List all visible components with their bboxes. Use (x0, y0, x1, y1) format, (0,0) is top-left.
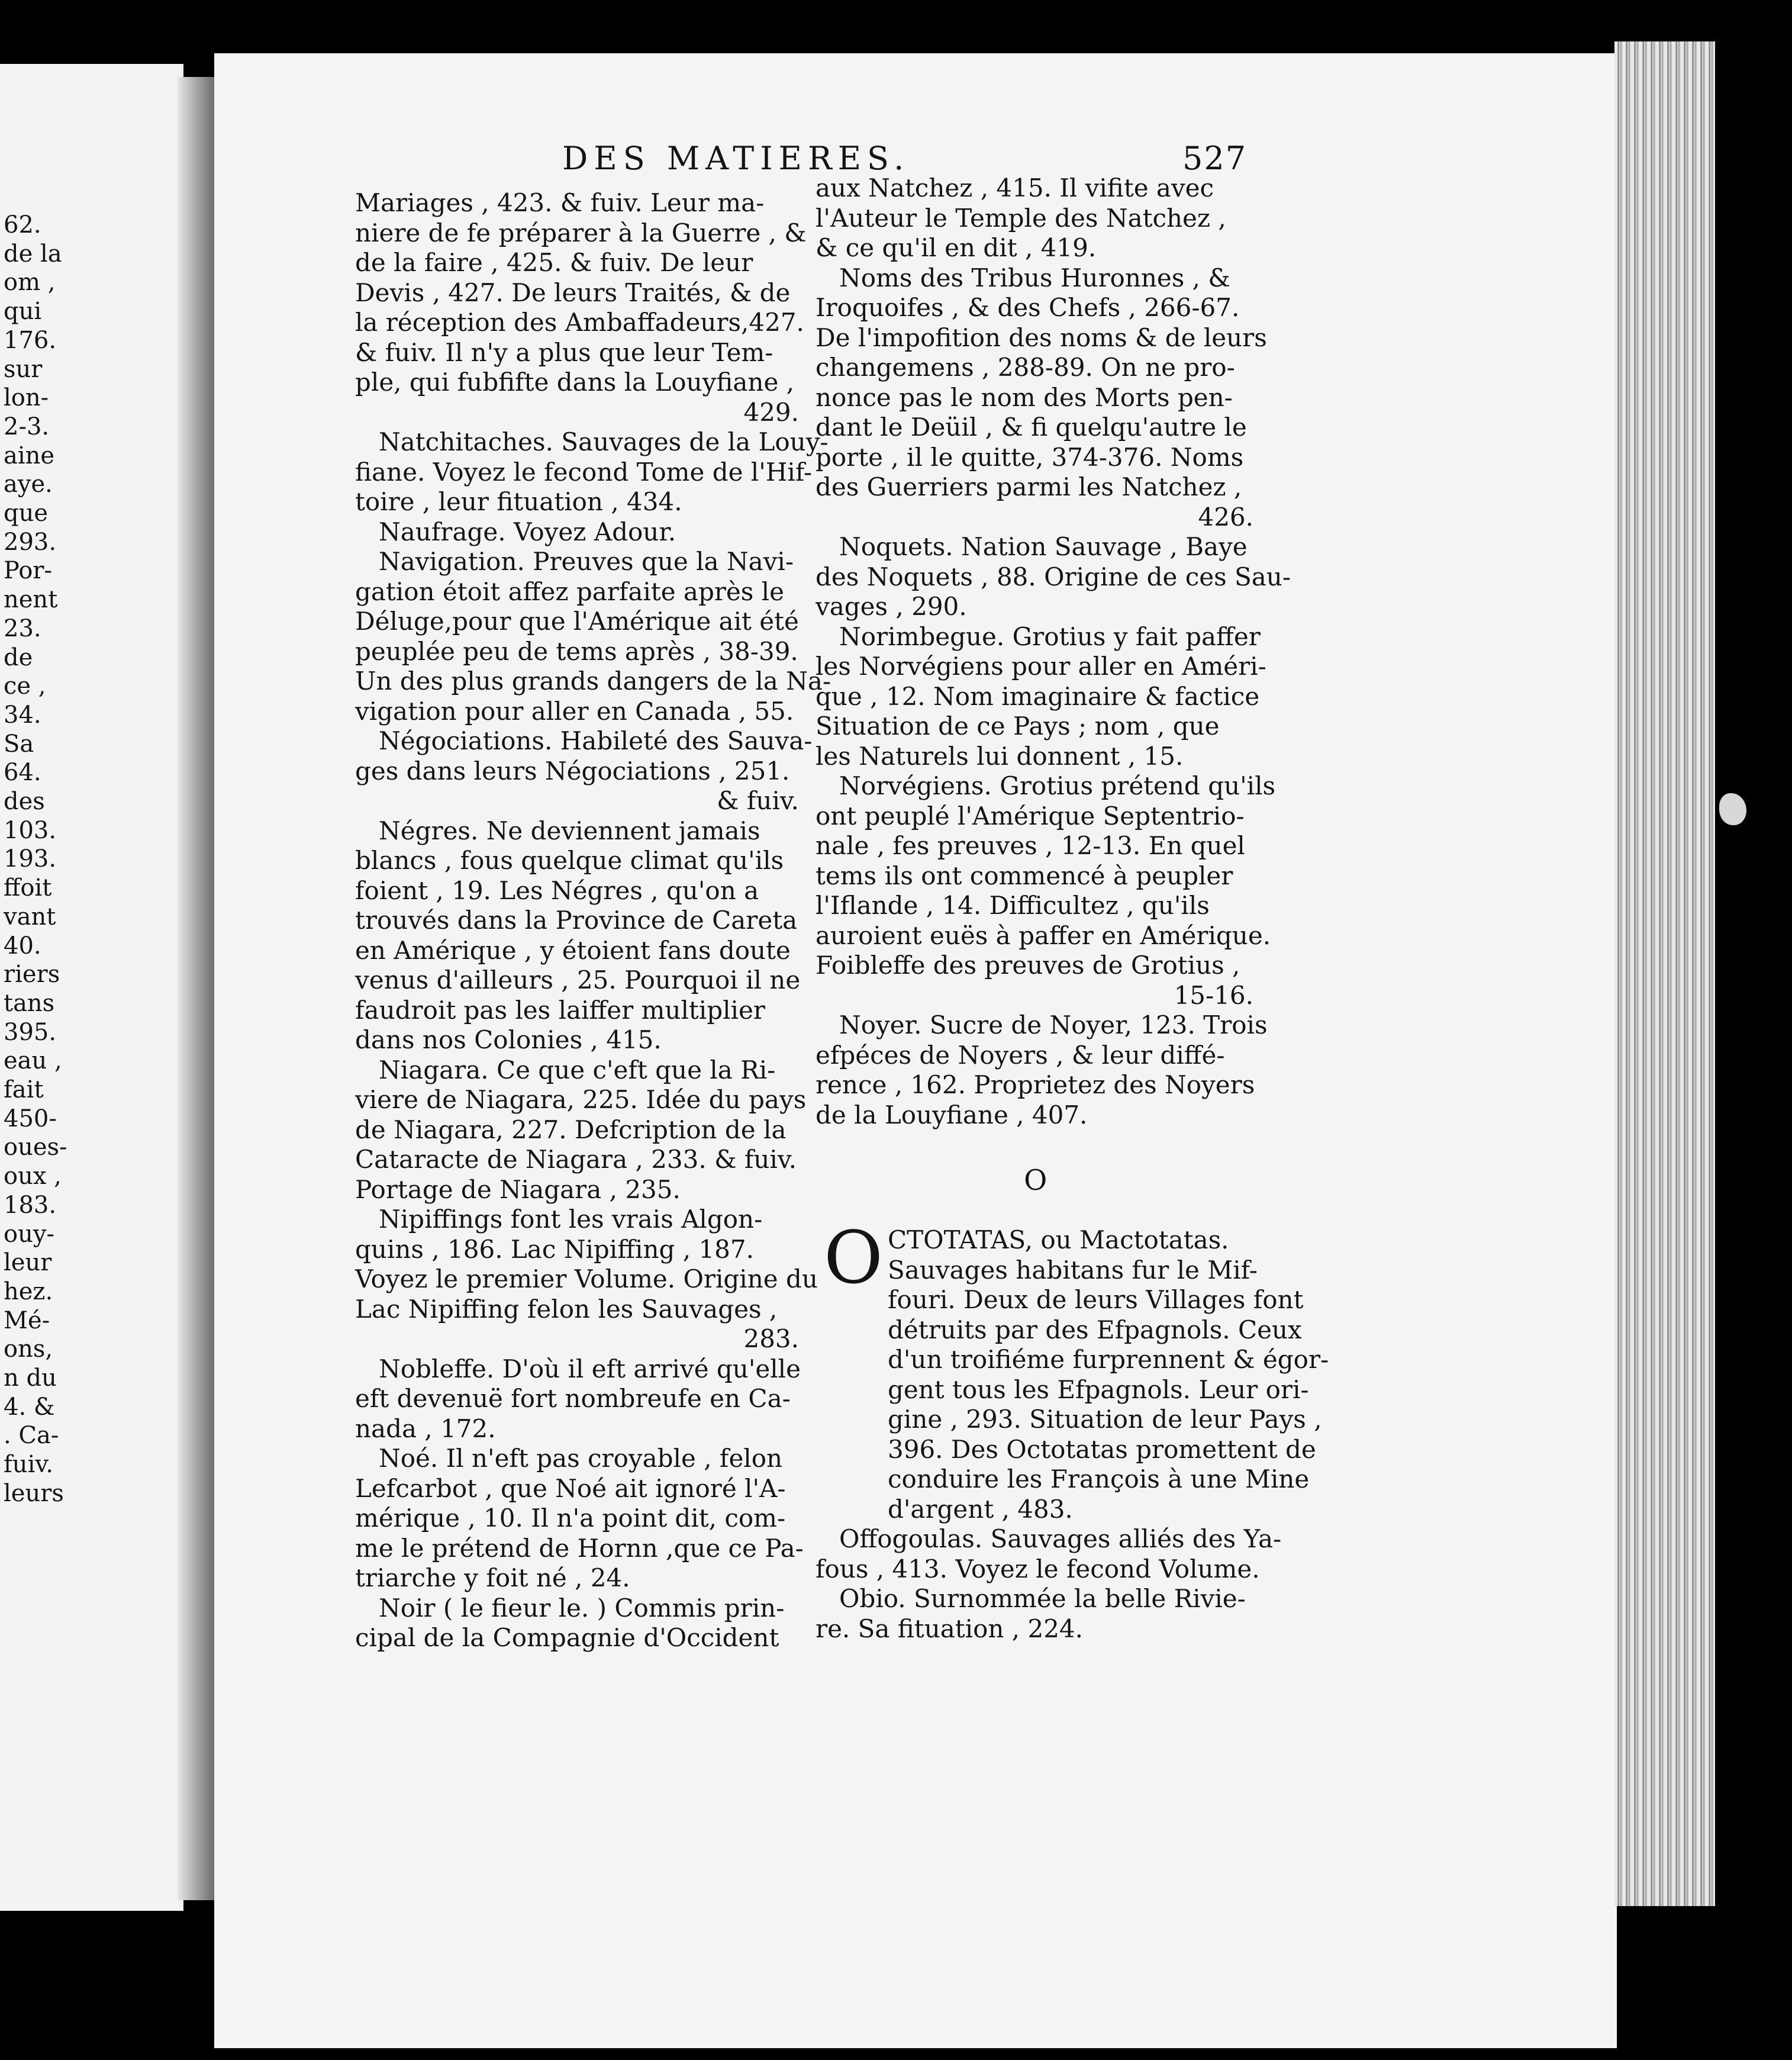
index-line: . Ca- (4, 1422, 59, 1450)
index-line: d'argent , 483. (888, 1494, 1073, 1524)
index-line: hez. (4, 1277, 53, 1305)
index-line: n du (4, 1364, 57, 1392)
index-line: Négociations. Habileté des Sauva- (379, 726, 813, 755)
index-line: Noms des Tribus Huronnes , & (839, 263, 1230, 292)
index-line: Noé. Il n'eft pas croyable , felon (379, 1444, 783, 1473)
index-line: Déluge,pour que l'Amérique ait été (355, 607, 799, 636)
index-line: trouvés dans la Province de Careta (355, 906, 798, 935)
index-line: gine , 293. Situation de leur Pays , (888, 1405, 1322, 1434)
index-line: de la Louyfiane , 407. (816, 1100, 1088, 1129)
index-line: 176. (4, 326, 57, 354)
index-line: 193. (4, 845, 57, 873)
index-line: Voyez le premier Volume. Origine du (355, 1264, 818, 1293)
index-line: oues- (4, 1134, 67, 1161)
index-line: fait (4, 1076, 44, 1103)
index-line: Sauvages habitans fur le Mif- (888, 1255, 1258, 1285)
index-line: Obio. Surnommée la belle Rivie- (839, 1584, 1246, 1613)
index-line: vigation pour aller en Canada , 55. (355, 696, 794, 726)
index-line: nonce pas le nom des Morts pen- (816, 382, 1233, 412)
index-line: venus d'ailleurs , 25. Pourquoi il ne (355, 965, 801, 994)
index-line: Offogoulas. Sauvages alliés des Ya- (839, 1524, 1282, 1553)
index-line: Lefcarbot , que Noé ait ignoré l'A- (355, 1473, 786, 1503)
index-line: ons, (4, 1335, 53, 1363)
index-line: CTOTATAS, ou Mactotatas. (888, 1225, 1229, 1254)
index-line: 426. (1198, 502, 1253, 532)
index-line: 34. (4, 701, 41, 729)
index-line: fouri. Deux de leurs Villages font (888, 1285, 1304, 1314)
index-line: leurs (4, 1479, 64, 1507)
index-line: 450- (4, 1105, 57, 1132)
index-line: de la (4, 240, 62, 268)
index-line: 23. (4, 614, 41, 642)
index-line: nent (4, 586, 58, 614)
index-line: vant (4, 903, 56, 931)
index-line: en Amérique , y étoient fans doute (355, 935, 791, 965)
index-line: dant le Deüil , & fi quelqu'autre le (816, 413, 1247, 442)
index-line: Mariages , 423. & fuiv. Leur ma- (355, 188, 765, 217)
index-line: ges dans leurs Négociations , 251. (355, 756, 790, 786)
index-line: qui (4, 298, 42, 326)
index-line: blancs , fous quelque climat qu'ils (355, 846, 784, 875)
index-line: triarche y foit né , 24. (355, 1563, 630, 1592)
page-number: 527 (1182, 140, 1248, 177)
index-line: Noquets. Nation Sauvage , Baye (839, 532, 1248, 561)
index-line: riers (4, 961, 60, 989)
index-line: Norvégiens. Grotius prétend qu'ils (839, 771, 1276, 800)
index-line: ffoit (4, 874, 52, 902)
index-line: Portage de Niagara , 235. (355, 1174, 681, 1204)
index-line: 15-16. (1174, 980, 1253, 1010)
index-line: dans nos Colonies , 415. (355, 1025, 662, 1054)
index-line: ple, qui fubfifte dans la Louyfiane , (355, 368, 795, 397)
index-line: aux Natchez , 415. Il vifite avec (816, 173, 1214, 202)
index-line: quins , 186. Lac Nipiffing , 187. (355, 1234, 754, 1264)
index-line: 396. Des Octotatas promettent de (888, 1434, 1316, 1464)
index-line: mérique , 10. Il n'a point dit, com- (355, 1504, 786, 1533)
index-line: ouy- (4, 1220, 54, 1248)
index-line: 293. (4, 528, 57, 556)
index-line: tans (4, 989, 55, 1017)
index-line: om , (4, 269, 56, 297)
index-line: Nipiffings font les vrais Algon- (379, 1205, 763, 1234)
index-line: Navigation. Preuves que la Navi- (379, 547, 794, 576)
index-line: les Naturels lui donnent , 15. (816, 741, 1184, 771)
index-line: 4. & (4, 1393, 55, 1421)
index-line: me le prétend de Hornn ,que ce Pa- (355, 1533, 804, 1563)
index-line: fous , 413. Voyez le fecond Volume. (816, 1554, 1260, 1583)
index-line: des (4, 788, 45, 815)
index-line: 283. (743, 1324, 799, 1353)
index-line: gation étoit affez parfaite après le (355, 577, 784, 606)
section-letter: O (1024, 1164, 1048, 1197)
index-line: de (4, 643, 33, 671)
index-line: Nobleffe. D'où il eft arrivé qu'elle (379, 1354, 801, 1383)
index-line: la réception des Ambaffadeurs,427. (355, 308, 804, 337)
index-line: 40. (4, 932, 41, 960)
index-line: fiane. Voyez le fecond Tome de l'Hif- (355, 457, 813, 487)
header-title: DES MATIERES. (562, 140, 910, 177)
index-line: Un des plus grands dangers de la Na- (355, 667, 831, 696)
index-line: Niagara. Ce que c'eft que la Ri- (379, 1055, 776, 1084)
index-line: Foibleffe des preuves de Grotius , (816, 951, 1240, 980)
index-line: détruits par des Efpagnols. Ceux (888, 1315, 1302, 1344)
index-line: auroient euës à paffer en Amérique. (816, 920, 1271, 950)
index-line: Devis , 427. De leurs Traités, & de (355, 278, 791, 307)
drop-cap: O (824, 1216, 884, 1300)
index-line: & fuiv. (717, 786, 799, 815)
index-line: Négres. Ne deviennent jamais (379, 816, 760, 845)
index-line: que (4, 500, 49, 527)
page-edges (1614, 41, 1715, 1906)
index-line: efpéces de Noyers , & leur diffé- (816, 1040, 1225, 1070)
index-line: Noir ( le fieur le. ) Commis prin- (379, 1593, 785, 1623)
index-line: l'Iflande , 14. Difficultez , qu'ils (816, 891, 1210, 920)
index-line: Situation de ce Pays ; nom , que (816, 712, 1220, 741)
edge-speck (1719, 793, 1746, 825)
index-line: des Guerriers parmi les Natchez , (816, 472, 1242, 501)
index-line: que , 12. Nom imaginaire & factice (816, 681, 1260, 711)
index-line: Noyer. Sucre de Noyer, 123. Trois (839, 1010, 1268, 1039)
index-line: 429. (743, 397, 799, 427)
index-line: Natchitaches. Sauvages de la Louy- (379, 427, 829, 456)
index-line: & fuiv. Il n'y a plus que leur Tem- (355, 337, 773, 367)
index-line: Naufrage. Voyez Adour. (379, 517, 676, 546)
index-line: vages , 290. (816, 592, 967, 621)
index-line: Mé- (4, 1306, 50, 1334)
index-line: Iroquoifes , & des Chefs , 266-67. (816, 293, 1240, 322)
index-line: 64. (4, 759, 41, 787)
index-line: faudroit pas les laiffer multiplier (355, 995, 765, 1025)
index-line: sur (4, 355, 43, 383)
index-line: lon- (4, 384, 49, 412)
index-line: aye. (4, 471, 53, 498)
index-line: des Noquets , 88. Origine de ces Sau- (816, 562, 1291, 591)
index-line: re. Sa fituation , 224. (816, 1614, 1083, 1643)
index-line: De l'impofition des noms & de leurs (816, 323, 1267, 352)
index-line: nale , fes preuves , 12-13. En quel (816, 831, 1245, 860)
index-line: eau , (4, 1047, 62, 1075)
index-line: d'un troifiéme furprennent & égor- (888, 1345, 1329, 1374)
index-line: 183. (4, 1191, 57, 1219)
index-line: Lac Nipiffing felon les Sauvages , (355, 1294, 778, 1324)
index-line: 395. (4, 1018, 57, 1046)
index-line: cipal de la Compagnie d'Occident (355, 1623, 779, 1652)
index-line: aine (4, 442, 55, 469)
index-line: Cataracte de Niagara , 233. & fuiv. (355, 1145, 797, 1174)
index-line: de la faire , 425. & fuiv. De leur (355, 248, 753, 277)
index-line: foient , 19. Les Négres , qu'on a (355, 876, 759, 905)
index-line: Norimbegue. Grotius y fait paffer (839, 622, 1261, 651)
index-line: rence , 162. Proprietez des Noyers (816, 1070, 1255, 1099)
index-line: Sa (4, 730, 34, 758)
index-line: les Norvégiens pour aller en Améri- (816, 652, 1266, 681)
index-line: viere de Niagara, 225. Idée du pays (355, 1085, 807, 1114)
index-line: ont peuplé l'Amérique Septentrio- (816, 801, 1245, 831)
index-line: leur (4, 1249, 52, 1277)
index-line: porte , il le quitte, 374-376. Noms (816, 442, 1244, 472)
index-line: 103. (4, 816, 57, 844)
index-line: peuplée peu de tems après , 38-39. (355, 636, 798, 666)
index-line: conduire les François à une Mine (888, 1464, 1310, 1494)
index-line: toire , leur fituation , 434. (355, 487, 682, 516)
index-line: oux , (4, 1163, 62, 1190)
index-line: 2-3. (4, 413, 50, 440)
index-line: l'Auteur le Temple des Natchez , (816, 203, 1226, 233)
index-line: Por- (4, 557, 53, 585)
index-line: & ce qu'il en dit , 419. (816, 233, 1097, 262)
index-line: de Niagara, 227. Defcription de la (355, 1115, 787, 1144)
index-line: tems ils ont commencé à peupler (816, 861, 1233, 890)
index-line: eft devenuë fort nombreufe en Ca- (355, 1384, 791, 1413)
index-line: gent tous les Efpagnols. Leur ori- (888, 1375, 1309, 1404)
index-line: niere de fe préparer à la Guerre , & (355, 218, 807, 247)
index-line: changemens , 288-89. On ne pro- (816, 353, 1235, 382)
index-line: fuiv. (4, 1451, 53, 1479)
index-line: 62. (4, 211, 41, 239)
index-line: ce , (4, 672, 46, 700)
index-line: nada , 172. (355, 1414, 496, 1443)
